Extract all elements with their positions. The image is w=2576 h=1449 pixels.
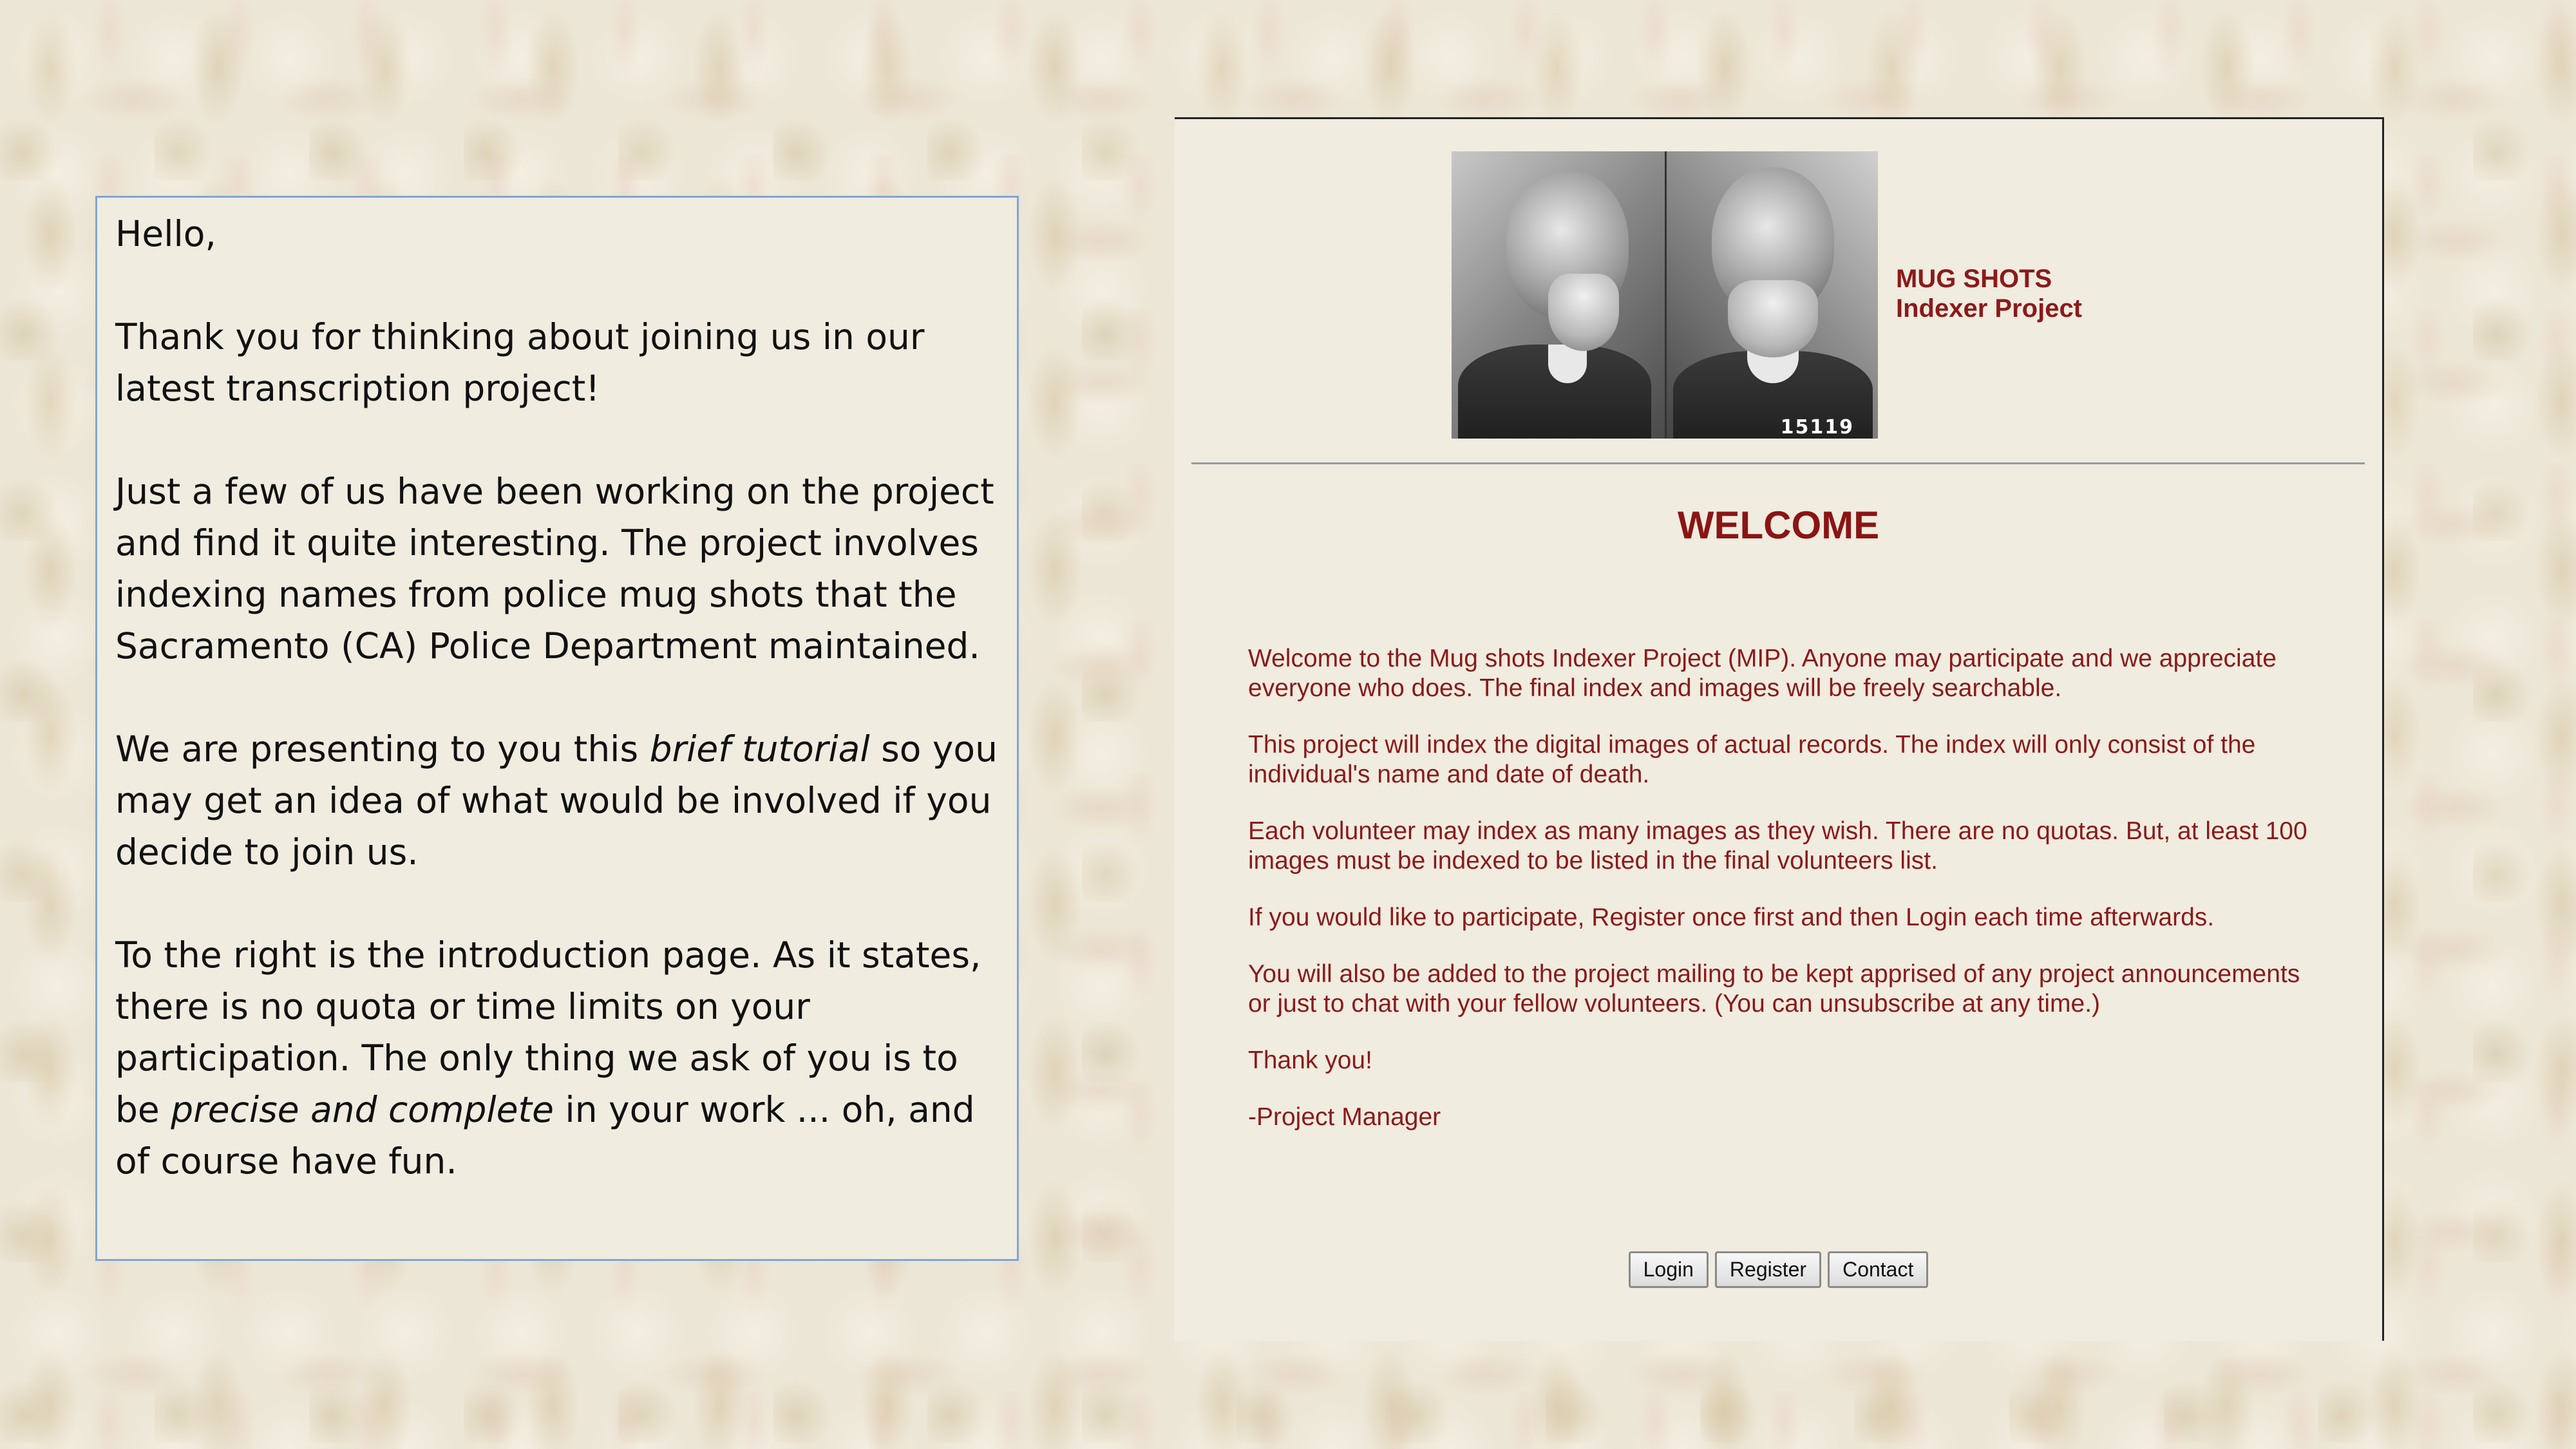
intro-p3-emphasis: brief tutorial: [649, 728, 870, 770]
intro-paragraph-4: [115, 929, 999, 1187]
welcome-paragraph: Welcome to the Mug shots Indexer Project (MIP). Anyone may participate and we appreciate everyone who does. The final index and images will be freely searchable.: [1248, 645, 2277, 702]
contact-button[interactable]: Contact: [1828, 1251, 1928, 1288]
welcome-paragraph: This project will index the digital images of actual records. The index will only consist of the individual's name and date of death.: [1248, 731, 2256, 788]
mug-shot-photo: [1452, 151, 1878, 439]
intro-p3-start: We are presenting to you this: [115, 728, 650, 770]
mug-shot-profile: [1452, 151, 1665, 439]
welcome-signature: -Project Manager: [1248, 1103, 1441, 1131]
intro-p4-start: To the right is the introduction page. As it states, there is no quota or time limits on your participation. The only thing we ask of you is to be: [115, 934, 981, 1130]
intro-paragraph-1: Thank you for thinking about joining us in our latest transcription project!: [115, 316, 925, 409]
welcome-message: [1248, 644, 2311, 1159]
intro-paragraph-2: Just a few of us have been working on the project and find it quite interesting. The project involves indexing names from police mug shots that the Sacramento (CA) Police Department maintained.: [115, 471, 994, 667]
intro-p4-end: in your work ... oh, and of course have fun.: [115, 1089, 975, 1182]
site-header: [1452, 151, 2160, 441]
welcome-heading: WELCOME: [1677, 504, 1880, 547]
website-screenshot: [1175, 117, 2384, 1341]
welcome-paragraph: Each volunteer may index as many images as they wish. There are no quotas. But, at least 100 images must be indexed to be listed in the final volunteers list.: [1248, 817, 2307, 875]
site-title-line-1: MUG SHOTS: [1896, 265, 2052, 293]
mug-shot-front: [1665, 151, 1878, 439]
intro-p3-end: so you may get an idea of what would be involved if you decide to join us.: [115, 728, 998, 873]
intro-p4-emphasis: precise and complete: [171, 1089, 554, 1130]
action-buttons: [1175, 1251, 2382, 1288]
intro-paragraph-3: [115, 723, 999, 878]
intro-text-box: [95, 196, 1019, 1261]
photo-number: 15119: [1780, 416, 1854, 439]
register-button[interactable]: Register: [1715, 1251, 1821, 1288]
welcome-paragraph: If you would like to participate, Register once first and then Login each time afterwards.: [1248, 904, 2215, 931]
intro-greeting: Hello,: [115, 213, 216, 254]
welcome-thanks: Thank you!: [1248, 1046, 1372, 1074]
header-divider: [1191, 462, 2365, 464]
welcome-paragraph: You will also be added to the project mailing to be kept apprised of any project announcements or just to chat with your fellow volunteers. (You can unsubscribe at any time.): [1248, 960, 2300, 1018]
site-title: [1896, 264, 2082, 323]
login-button[interactable]: Login: [1629, 1251, 1709, 1288]
site-title-line-2: Indexer Project: [1896, 294, 2083, 323]
